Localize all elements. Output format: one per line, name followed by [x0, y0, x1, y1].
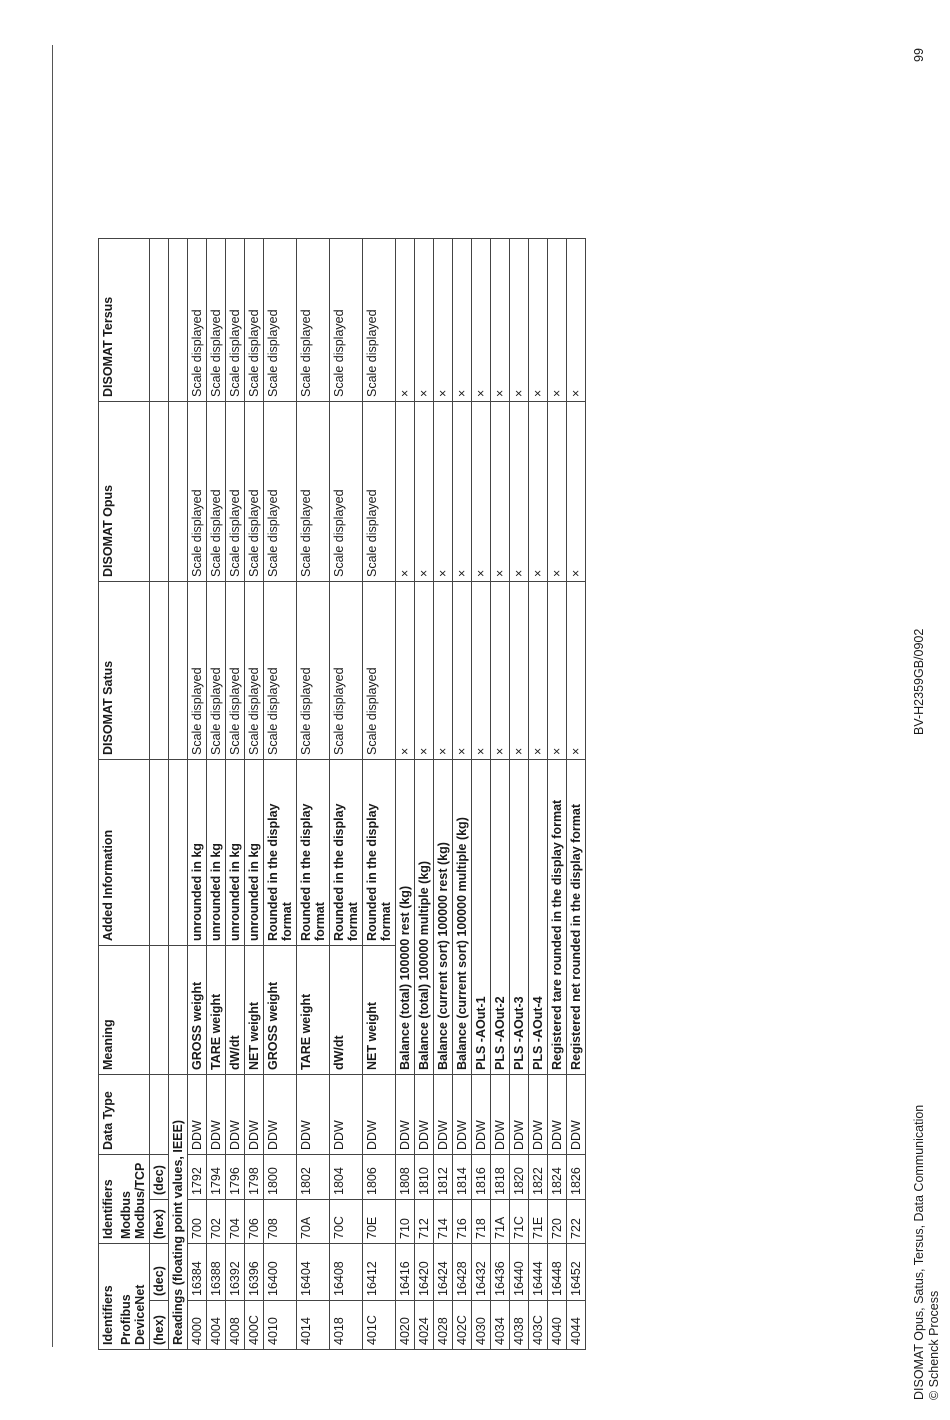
satus-cell: Scale displayed: [363, 582, 396, 760]
data-type-cell: DDW: [434, 1075, 453, 1155]
profibus-dec-cell: 16416: [396, 1244, 415, 1301]
profibus-dec-cell: 16428: [453, 1244, 472, 1301]
modbus-hex-cell: 718: [472, 1200, 491, 1244]
modbus-hex-cell: 704: [226, 1200, 245, 1244]
tersus-cell: Scale displayed: [226, 239, 245, 402]
data-type-cell: DDW: [330, 1075, 363, 1155]
opus-cell: Scale displayed: [363, 402, 396, 582]
meaning-cell: Balance (total) 100000 multiple (kg): [415, 760, 434, 1075]
profibus-devicenet-header: [117, 1244, 150, 1350]
section-row: [169, 58, 188, 1350]
table-row: [453, 58, 472, 1350]
profibus-hex-cell: 4010: [264, 1301, 297, 1350]
table-row: [510, 58, 529, 1350]
modbus-hex-cell: 714: [434, 1200, 453, 1244]
profibus-hex-cell: 402C: [453, 1301, 472, 1350]
meaning-cell: TARE weight: [297, 946, 330, 1075]
devicenet-label: DeviceNet: [133, 1284, 147, 1345]
profibus-dec-cell: 16392: [226, 1244, 245, 1301]
modbus-dec-cell: 1808: [396, 1155, 415, 1200]
modbus-hex-cell: 710: [396, 1200, 415, 1244]
satus-cell: ×: [396, 582, 415, 760]
tersus-cell: Scale displayed: [297, 239, 330, 402]
added-info-cell: Rounded in the display format: [264, 760, 297, 946]
profibus-dec-cell: 16448: [548, 1244, 567, 1301]
opus-cell: ×: [529, 402, 548, 582]
table-row: [529, 58, 548, 1350]
profibus-hex-cell: 4020: [396, 1301, 415, 1350]
satus-cell: Scale displayed: [207, 582, 226, 760]
identifiers-header-2: Identifiers: [99, 1155, 118, 1244]
added-info-header: Added Information: [99, 760, 118, 946]
tersus-cell: ×: [472, 239, 491, 402]
tersus-cell: ×: [510, 239, 529, 402]
modbus-dec-cell: 1806: [363, 1155, 396, 1200]
data-type-header: Data Type: [99, 1075, 118, 1155]
modbus-dec-cell: 1800: [264, 1155, 297, 1200]
meaning-cell: PLS -AOut-2: [491, 760, 510, 1075]
opus-cell: ×: [396, 402, 415, 582]
profibus-label: Profibus: [119, 1294, 133, 1345]
meaning-cell: GROSS weight: [264, 946, 297, 1075]
modbus-tcp-label: Modbus/TCP: [133, 1162, 147, 1239]
modbus-dec-cell: 1812: [434, 1155, 453, 1200]
profibus-dec-cell: 16424: [434, 1244, 453, 1301]
profibus-hex-cell: 4038: [510, 1301, 529, 1350]
modbus-hex-cell: 70E: [363, 1200, 396, 1244]
data-type-cell: DDW: [472, 1075, 491, 1155]
data-type-cell: DDW: [510, 1075, 529, 1155]
profibus-hex-cell: 4030: [472, 1301, 491, 1350]
tersus-cell: Scale displayed: [264, 239, 297, 402]
satus-cell: ×: [529, 582, 548, 760]
data-type-cell: DDW: [188, 1075, 207, 1155]
profibus-dec-cell: 16440: [510, 1244, 529, 1301]
tersus-cell: ×: [491, 239, 510, 402]
tersus-cell: Scale displayed: [363, 239, 396, 402]
profibus-hex-cell: 4040: [548, 1301, 567, 1350]
hex-header-2: (hex): [150, 1200, 169, 1244]
opus-cell: ×: [415, 402, 434, 582]
opus-cell: ×: [567, 402, 586, 582]
tersus-cell: ×: [415, 239, 434, 402]
modbus-dec-cell: 1802: [297, 1155, 330, 1200]
meaning-cell: GROSS weight: [188, 946, 207, 1075]
tersus-cell: ×: [396, 239, 415, 402]
satus-cell: ×: [548, 582, 567, 760]
meaning-header: Meaning: [99, 946, 118, 1075]
profibus-dec-cell: 16404: [297, 1244, 330, 1301]
modbus-hex-cell: 706: [245, 1200, 264, 1244]
register-table: [98, 57, 586, 1350]
satus-cell: Scale displayed: [297, 582, 330, 760]
data-type-cell: DDW: [297, 1075, 330, 1155]
modbus-hex-cell: 70C: [330, 1200, 363, 1244]
meaning-cell: PLS -AOut-3: [510, 760, 529, 1075]
modbus-dec-cell: 1804: [330, 1155, 363, 1200]
table-row: [297, 58, 330, 1350]
added-info-cell: unrounded in kg: [207, 760, 226, 946]
tersus-cell: Scale displayed: [245, 239, 264, 402]
header-row-2: [117, 58, 150, 1350]
profibus-hex-cell: 4018: [330, 1301, 363, 1350]
opus-cell: ×: [434, 402, 453, 582]
profibus-hex-cell: 4000: [188, 1301, 207, 1350]
tersus-cell: Scale displayed: [330, 239, 363, 402]
profibus-hex-cell: 401C: [363, 1301, 396, 1350]
footer-doc-code: BV-H2359GB/0902: [912, 628, 926, 735]
meaning-cell: PLS -AOut-1: [472, 760, 491, 1075]
satus-cell: Scale displayed: [245, 582, 264, 760]
profibus-hex-cell: 4014: [297, 1301, 330, 1350]
profibus-dec-cell: 16436: [491, 1244, 510, 1301]
section-title: Readings (floating point values, IEEE): [169, 1155, 188, 1350]
modbus-hex-cell: 700: [188, 1200, 207, 1244]
modbus-hex-cell: 702: [207, 1200, 226, 1244]
satus-cell: ×: [510, 582, 529, 760]
footer-copyright: © Schenck Process: [927, 1290, 941, 1400]
modbus-hex-cell: 71E: [529, 1200, 548, 1244]
page-number: 99: [912, 48, 926, 62]
profibus-hex-cell: 400C: [245, 1301, 264, 1350]
profibus-hex-cell: 4008: [226, 1301, 245, 1350]
table-row: [363, 58, 396, 1350]
meaning-cell: Balance (current sort) 100000 multiple (kg): [453, 760, 472, 1075]
meaning-cell: NET weight: [245, 946, 264, 1075]
modbus-dec-cell: 1826: [567, 1155, 586, 1200]
meaning-cell: dW/dt: [226, 946, 245, 1075]
table-row: [472, 58, 491, 1350]
data-type-cell: DDW: [264, 1075, 297, 1155]
table-row: [245, 58, 264, 1350]
modbus-dec-cell: 1796: [226, 1155, 245, 1200]
satus-cell: ×: [453, 582, 472, 760]
table-row: [548, 58, 567, 1350]
satus-cell: ×: [434, 582, 453, 760]
modbus-hex-cell: 722: [567, 1200, 586, 1244]
added-info-cell: unrounded in kg: [226, 760, 245, 946]
header-row-1: [99, 58, 118, 1350]
modbus-hex-cell: 712: [415, 1200, 434, 1244]
data-type-cell: DDW: [453, 1075, 472, 1155]
table-row: [330, 58, 363, 1350]
opus-cell: ×: [548, 402, 567, 582]
table-row: [207, 58, 226, 1350]
satus-cell: Scale displayed: [226, 582, 245, 760]
satus-cell: Scale displayed: [330, 582, 363, 760]
opus-cell: ×: [491, 402, 510, 582]
meaning-cell: NET weight: [363, 946, 396, 1075]
tersus-header: DISOMAT Tersus: [99, 239, 118, 402]
opus-cell: Scale displayed: [330, 402, 363, 582]
tersus-cell: ×: [453, 239, 472, 402]
profibus-dec-cell: 16452: [567, 1244, 586, 1301]
added-info-cell: unrounded in kg: [245, 760, 264, 946]
modbus-hex-cell: 71A: [491, 1200, 510, 1244]
satus-cell: ×: [415, 582, 434, 760]
tersus-cell: Scale displayed: [207, 239, 226, 402]
modbus-dec-cell: 1822: [529, 1155, 548, 1200]
footer-doc-title: DISOMAT Opus, Satus, Tersus, Data Communication: [912, 1104, 926, 1400]
opus-cell: Scale displayed: [188, 402, 207, 582]
table-row: [226, 58, 245, 1350]
profibus-hex-cell: 4004: [207, 1301, 226, 1350]
meaning-cell: Registered net rounded in the display format: [567, 760, 586, 1075]
modbus-hex-cell: 71C: [510, 1200, 529, 1244]
modbus-hex-cell: 708: [264, 1200, 297, 1244]
data-type-cell: DDW: [529, 1075, 548, 1155]
dec-header-2: (dec): [150, 1155, 169, 1200]
opus-cell: ×: [453, 402, 472, 582]
left-margin-rule: [52, 45, 53, 1347]
header-row-3: [150, 58, 169, 1350]
satus-cell: Scale displayed: [188, 582, 207, 760]
profibus-dec-cell: 16384: [188, 1244, 207, 1301]
added-info-cell: Rounded in the display format: [363, 760, 396, 946]
opus-header: DISOMAT Opus: [99, 402, 118, 582]
profibus-hex-cell: 403C: [529, 1301, 548, 1350]
opus-cell: Scale displayed: [245, 402, 264, 582]
added-info-cell: Rounded in the display format: [330, 760, 363, 946]
profibus-dec-cell: 16444: [529, 1244, 548, 1301]
dec-header: (dec): [150, 1244, 169, 1301]
satus-header: DISOMAT Satus: [99, 582, 118, 760]
profibus-dec-cell: 16396: [245, 1244, 264, 1301]
modbus-dec-cell: 1798: [245, 1155, 264, 1200]
meaning-cell: Balance (total) 100000 rest (kg): [396, 760, 415, 1075]
meaning-cell: TARE weight: [207, 946, 226, 1075]
tersus-cell: ×: [434, 239, 453, 402]
modbus-dec-cell: 1818: [491, 1155, 510, 1200]
table-row: [188, 58, 207, 1350]
profibus-hex-cell: 4034: [491, 1301, 510, 1350]
tersus-cell: Scale displayed: [188, 239, 207, 402]
data-type-cell: DDW: [415, 1075, 434, 1155]
table-row: [415, 58, 434, 1350]
profibus-dec-cell: 16408: [330, 1244, 363, 1301]
opus-cell: ×: [472, 402, 491, 582]
identifiers-header: Identifiers: [99, 1244, 118, 1350]
modbus-hex-cell: 720: [548, 1200, 567, 1244]
data-type-cell: DDW: [548, 1075, 567, 1155]
profibus-hex-cell: 4028: [434, 1301, 453, 1350]
modbus-dec-cell: 1820: [510, 1155, 529, 1200]
data-type-cell: DDW: [363, 1075, 396, 1155]
modbus-dec-cell: 1816: [472, 1155, 491, 1200]
hex-header: (hex): [150, 1301, 169, 1350]
modbus-hex-cell: 70A: [297, 1200, 330, 1244]
meaning-cell: PLS -AOut-4: [529, 760, 548, 1075]
data-type-cell: DDW: [396, 1075, 415, 1155]
data-type-cell: DDW: [567, 1075, 586, 1155]
profibus-dec-cell: 16412: [363, 1244, 396, 1301]
opus-cell: Scale displayed: [226, 402, 245, 582]
modbus-dec-cell: 1824: [548, 1155, 567, 1200]
table-row: [491, 58, 510, 1350]
satus-cell: Scale displayed: [264, 582, 297, 760]
added-info-cell: Rounded in the display format: [297, 760, 330, 946]
data-type-cell: DDW: [245, 1075, 264, 1155]
meaning-cell: Balance (current sort) 100000 rest (kg): [434, 760, 453, 1075]
profibus-dec-cell: 16400: [264, 1244, 297, 1301]
table-row: [567, 58, 586, 1350]
modbus-dec-cell: 1810: [415, 1155, 434, 1200]
register-table-container: [98, 58, 586, 1350]
satus-cell: ×: [491, 582, 510, 760]
satus-cell: ×: [567, 582, 586, 760]
data-type-cell: DDW: [207, 1075, 226, 1155]
profibus-hex-cell: 4024: [415, 1301, 434, 1350]
table-row: [396, 58, 415, 1350]
profibus-dec-cell: 16420: [415, 1244, 434, 1301]
footer-doc-info: [912, 980, 942, 1400]
modbus-dec-cell: 1792: [188, 1155, 207, 1200]
tersus-cell: ×: [529, 239, 548, 402]
added-info-cell: unrounded in kg: [188, 760, 207, 946]
opus-cell: Scale displayed: [297, 402, 330, 582]
modbus-dec-cell: 1794: [207, 1155, 226, 1200]
opus-cell: Scale displayed: [207, 402, 226, 582]
data-type-cell: DDW: [226, 1075, 245, 1155]
tersus-cell: ×: [548, 239, 567, 402]
table-row: [264, 58, 297, 1350]
satus-cell: ×: [472, 582, 491, 760]
modbus-dec-cell: 1814: [453, 1155, 472, 1200]
profibus-dec-cell: 16432: [472, 1244, 491, 1301]
data-type-cell: DDW: [491, 1075, 510, 1155]
meaning-cell: Registered tare rounded in the display format: [548, 760, 567, 1075]
modbus-header: [117, 1155, 150, 1244]
tersus-cell: ×: [567, 239, 586, 402]
opus-cell: Scale displayed: [264, 402, 297, 582]
table-row: [434, 58, 453, 1350]
meaning-cell: dW/dt: [330, 946, 363, 1075]
profibus-dec-cell: 16388: [207, 1244, 226, 1301]
modbus-label: Modbus: [119, 1191, 133, 1239]
modbus-hex-cell: 716: [453, 1200, 472, 1244]
opus-cell: ×: [510, 402, 529, 582]
profibus-hex-cell: 4044: [567, 1301, 586, 1350]
